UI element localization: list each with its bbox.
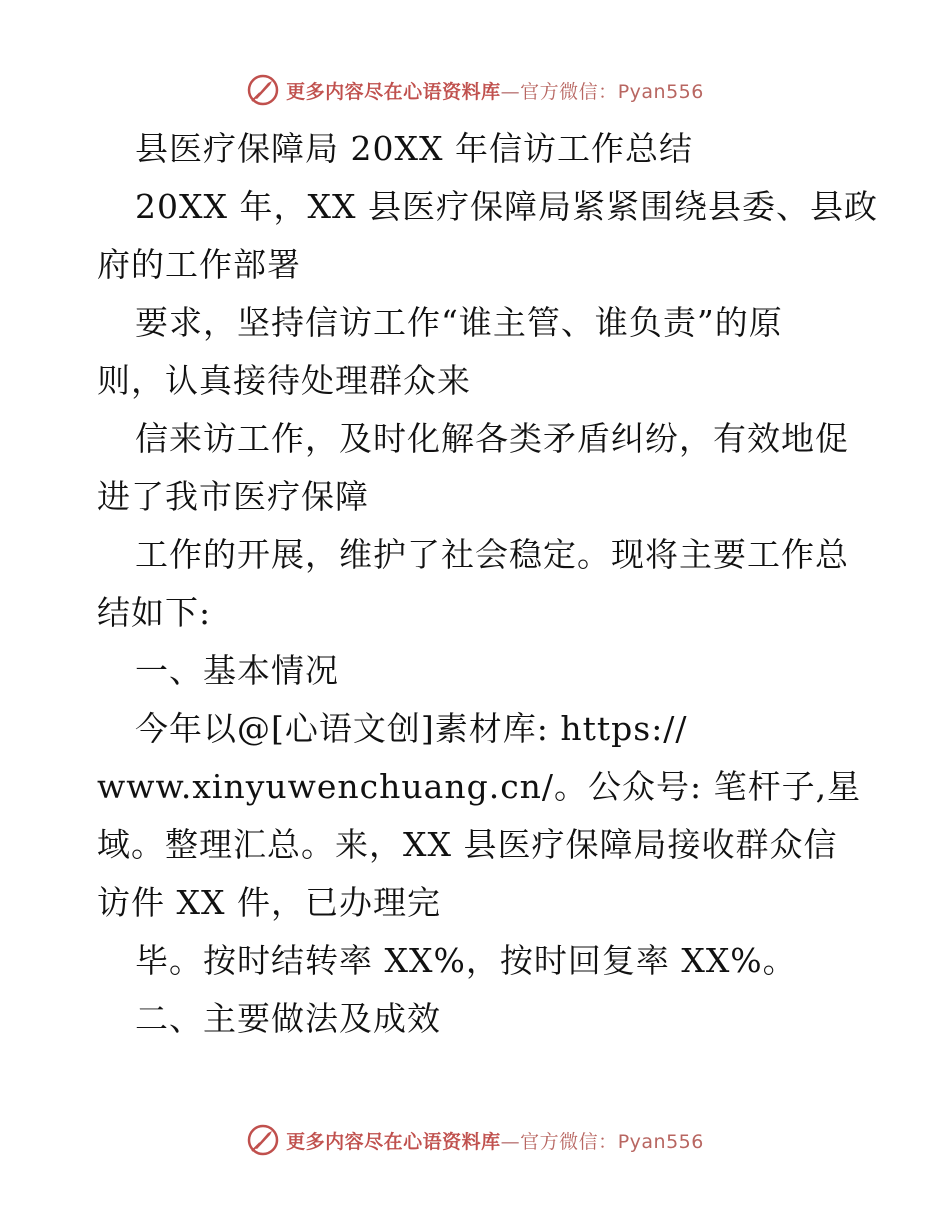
document-line: 访件 XX 件，已办理完 [97,883,441,922]
document-line: 要求，坚持信访工作“谁主管、谁负责”的原 [135,303,783,342]
banner-text [286,1127,704,1154]
header-banner [0,70,950,110]
banner-wechat-label: 官方微信： [520,80,618,103]
document-line: 府的工作部署 [97,245,301,284]
document-line: www.xinyuwenchuang.cn/。公众号: 笔杆子,星 [97,767,862,806]
banner-wechat-id: Pyan556 [617,1130,704,1153]
document-line: 县医疗保障局 20XX 年信访工作总结 [135,129,693,168]
banner-site-name: 更多内容尽在心语资料库 [286,1130,501,1153]
document-line: 进了我市医疗保障 [97,477,369,516]
document-line: 二、主要做法及成效 [135,999,441,1038]
banner-site-name: 更多内容尽在心语资料库 [286,80,501,103]
document-line: 今年以@[心语文创]素材库: https:// [135,709,688,748]
document-line: 信来访工作，及时化解各类矛盾纠纷，有效地促 [135,419,849,458]
document-line: 结如下: [97,593,212,632]
banner-wechat-id: Pyan556 [617,80,704,103]
document-line: 20XX 年，XX 县医疗保障局紧紧围绕县委、县政 [135,187,878,226]
document-line: 毕。按时结转率 XX%，按时回复率 XX%。 [135,941,797,980]
quill-pen-logo-icon [246,73,280,107]
banner-wechat-label: 官方微信： [520,1130,618,1153]
document-body [97,120,878,1048]
document-line: 一、基本情况 [135,651,339,690]
document-line: 工作的开展，维护了社会稳定。现将主要工作总 [135,535,849,574]
banner-text [286,77,704,104]
document-line: 域。整理汇总。来，XX 县医疗保障局接收群众信 [97,825,838,864]
document-line: 则，认真接待处理群众来 [97,361,471,400]
footer-banner [0,1120,950,1160]
quill-pen-logo-icon [246,1123,280,1157]
banner-separator: — [500,80,521,103]
banner-separator: — [500,1130,521,1153]
